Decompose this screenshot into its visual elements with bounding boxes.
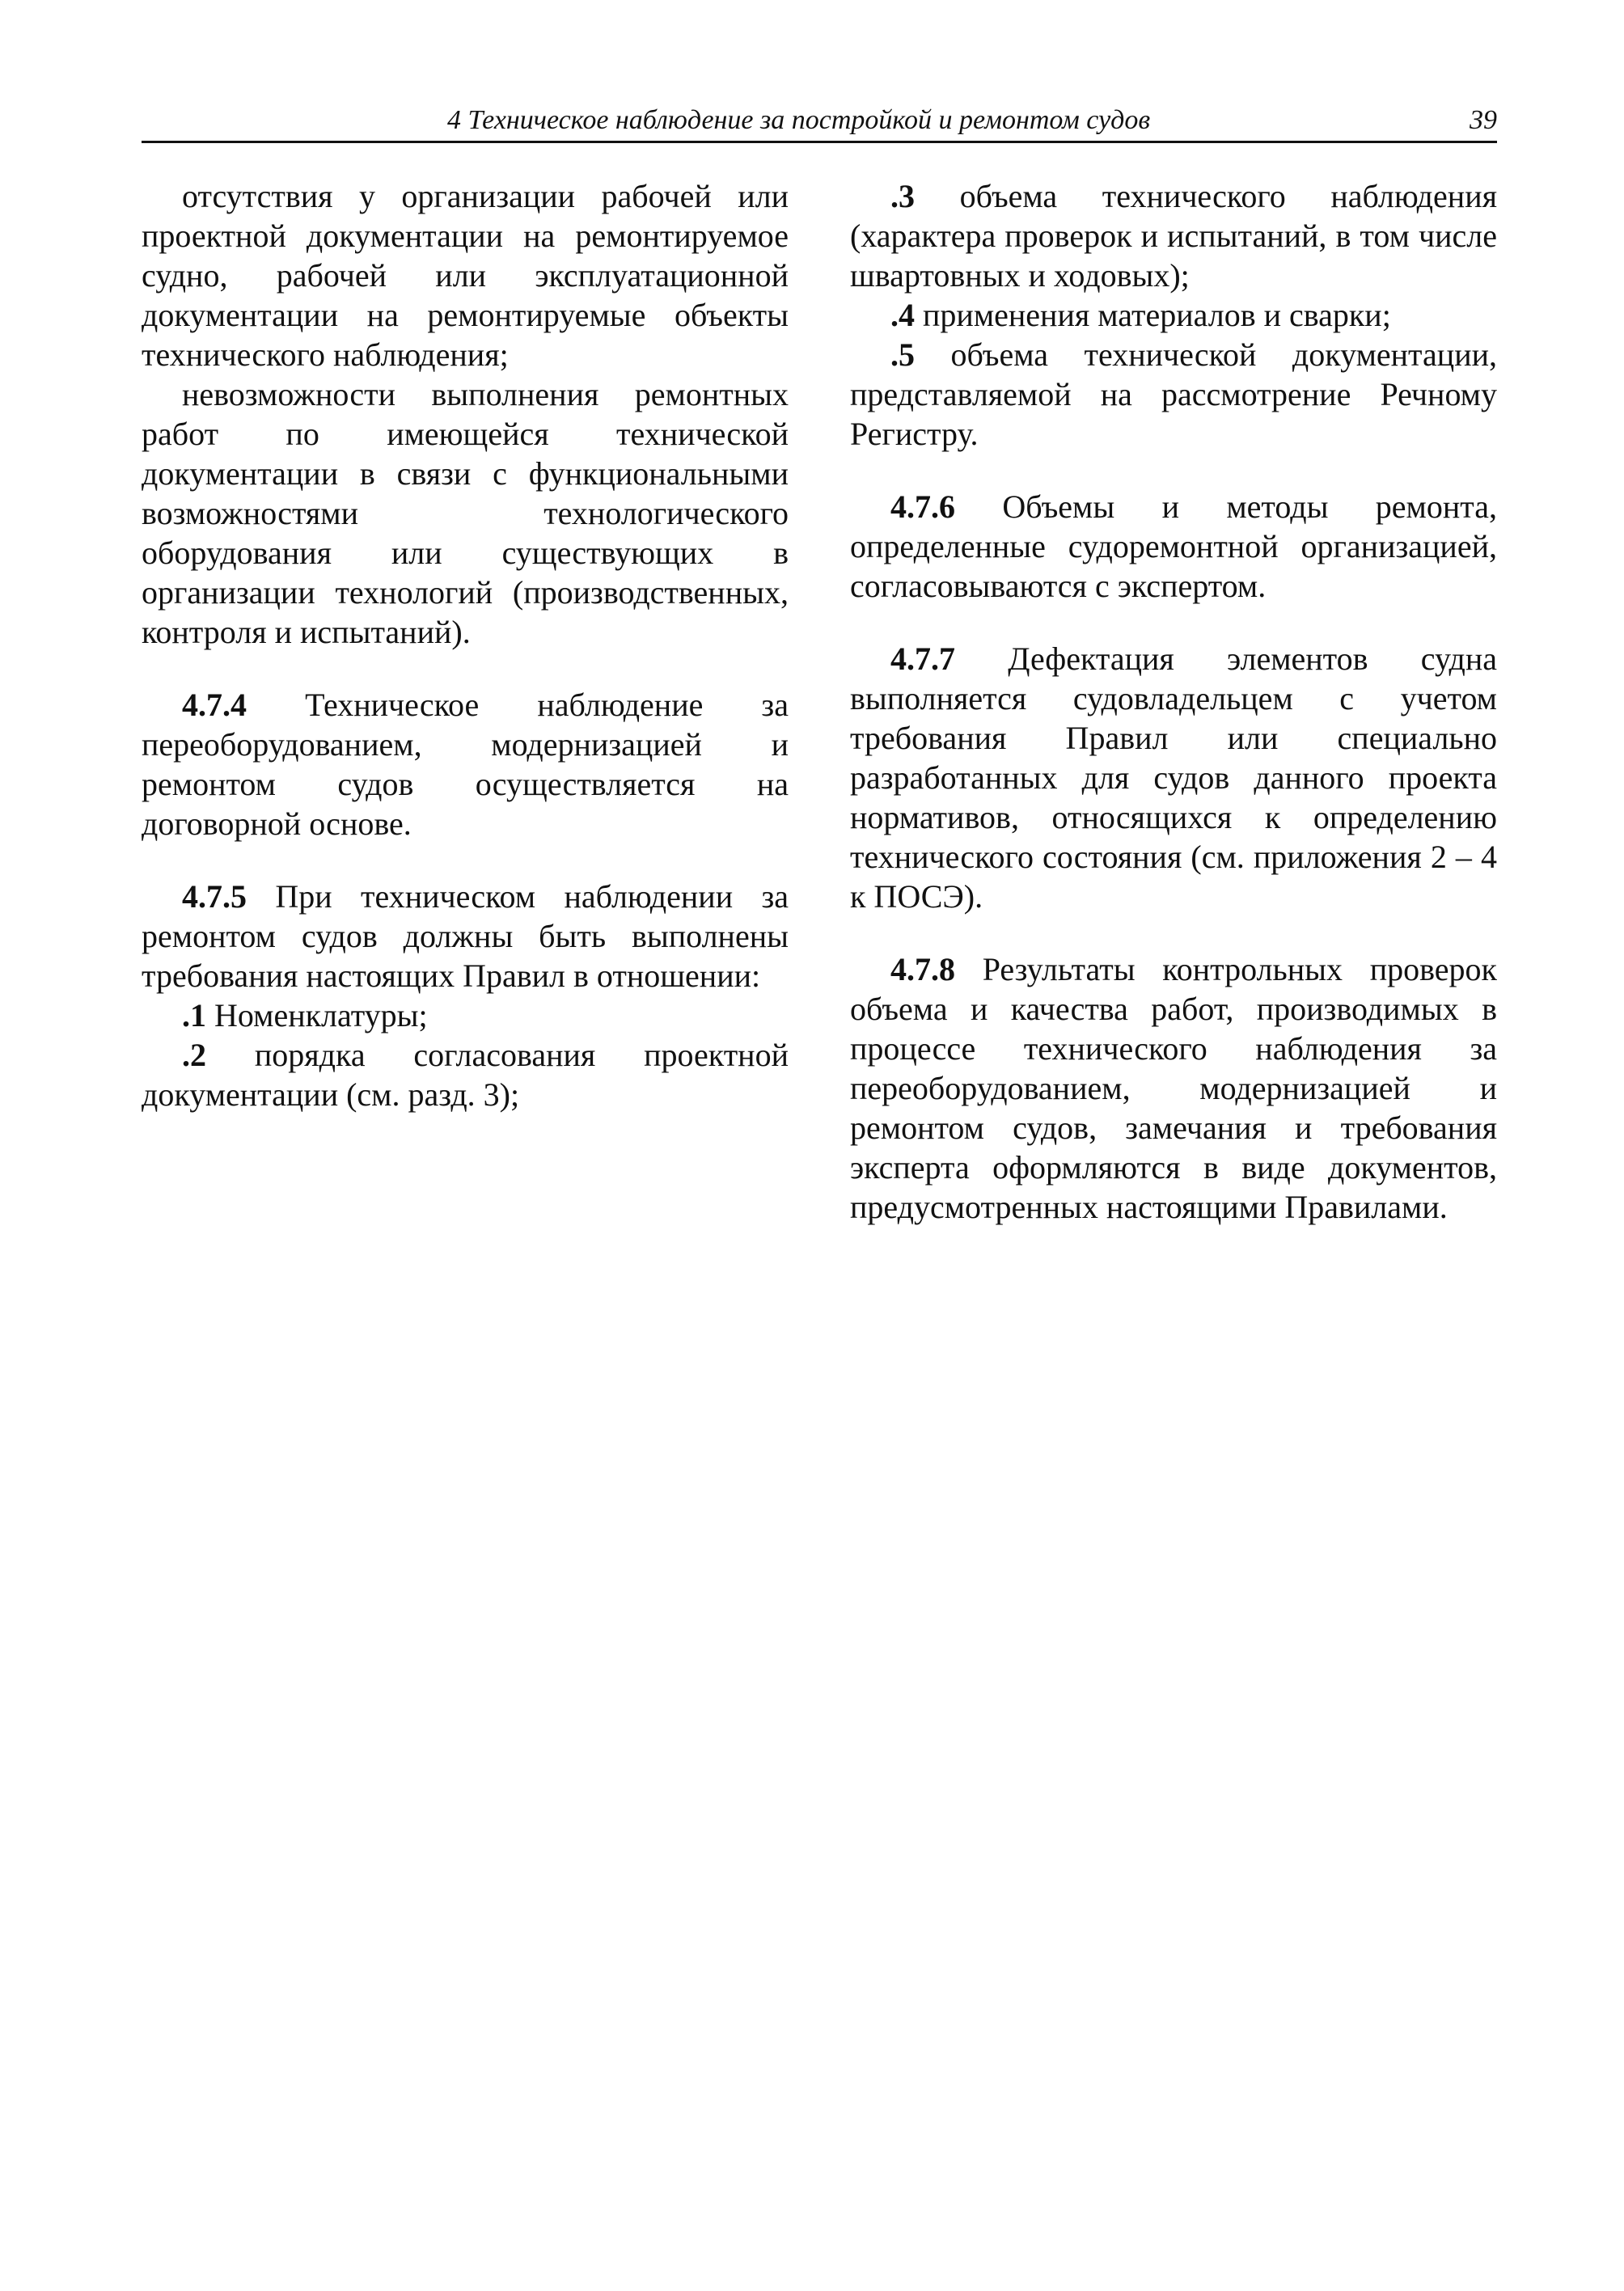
page-number: 39 bbox=[1470, 105, 1497, 135]
item-number: .1 bbox=[182, 997, 206, 1033]
clause-4-7-5 bbox=[142, 877, 789, 995]
clause-4-7-4 bbox=[142, 685, 789, 843]
clause-number: 4.7.4 bbox=[182, 687, 247, 723]
item-text: применения материалов и сварки; bbox=[915, 297, 1391, 333]
item-text: объема технической документации, представляемой на рассмотрение Речному Регистру. bbox=[850, 336, 1497, 452]
paragraph-repair-impossibility: невозможности выполнения ремонтных работ по имеющейся технической документации в связи с функциональными возможностями технологического оборудования или существующих в организации технологий (производственных, контроля и испытаний). bbox=[142, 376, 789, 650]
list-item-1 bbox=[142, 995, 789, 1035]
clause-text: Объемы и методы ремонта, определенные судоремонтной организацией, согласовываются с экспертом. bbox=[850, 488, 1497, 604]
list-item-2 bbox=[142, 1035, 789, 1114]
item-number: .3 bbox=[890, 178, 915, 214]
item-text: Номенклатуры; bbox=[206, 997, 428, 1033]
clause-number: 4.7.6 bbox=[890, 488, 955, 525]
clause-4-7-7 bbox=[850, 639, 1497, 916]
right-column bbox=[850, 176, 1497, 1227]
list-item-4 bbox=[850, 295, 1497, 335]
list-item-3 bbox=[850, 176, 1497, 295]
paragraph-documentation-absence: отсутствия у организации рабочей или проектной документации на ремонтируемое судно, рабочей или эксплуатационной документации на ремонтируемые объекты технического наблюдения; bbox=[142, 178, 789, 373]
list-item-5 bbox=[850, 335, 1497, 454]
clause-4-7-6 bbox=[850, 487, 1497, 606]
clause-number: 4.7.8 bbox=[890, 951, 955, 987]
page-header bbox=[142, 97, 1497, 143]
clause-text: При техническом наблюдении за ремонтом судов должны быть выполнены требования настоящих Правил в отношении: bbox=[142, 878, 789, 994]
running-title: 4 Техническое наблюдение за постройкой и ремонтом судов bbox=[447, 105, 1151, 135]
clause-number: 4.7.7 bbox=[890, 640, 955, 677]
item-text: объема технического наблюдения (характера проверок и испытаний, в том числе швартовных и ходовых); bbox=[850, 178, 1497, 294]
clause-text: Дефектация элементов судна выполняется судовладельцем с учетом требования Правил или специально разработанных для судов данного проекта нормативов, относящихся к определению технического состояния (см. приложения 2 – 4 к ПОСЭ). bbox=[850, 640, 1497, 915]
clause-4-7-8 bbox=[850, 949, 1497, 1227]
item-number: .5 bbox=[890, 336, 915, 373]
item-number: .4 bbox=[890, 297, 915, 333]
left-column bbox=[142, 176, 789, 1114]
clause-number: 4.7.5 bbox=[182, 878, 247, 915]
clause-text: Результаты контрольных проверок объема и качества работ, производимых в процессе технического наблюдения за переоборудованием, модернизацией и ремонтом судов, замечания и требования эксперта оформляются в виде документов, предусмотренных настоящими Правилами. bbox=[850, 951, 1497, 1225]
item-text: порядка согласования проектной документации (см. разд. 3); bbox=[142, 1037, 789, 1113]
clause-text: Техническое наблюдение за переоборудованием, модернизацией и ремонтом судов осуществляется на договорной основе. bbox=[142, 687, 789, 842]
item-number: .2 bbox=[182, 1037, 206, 1073]
